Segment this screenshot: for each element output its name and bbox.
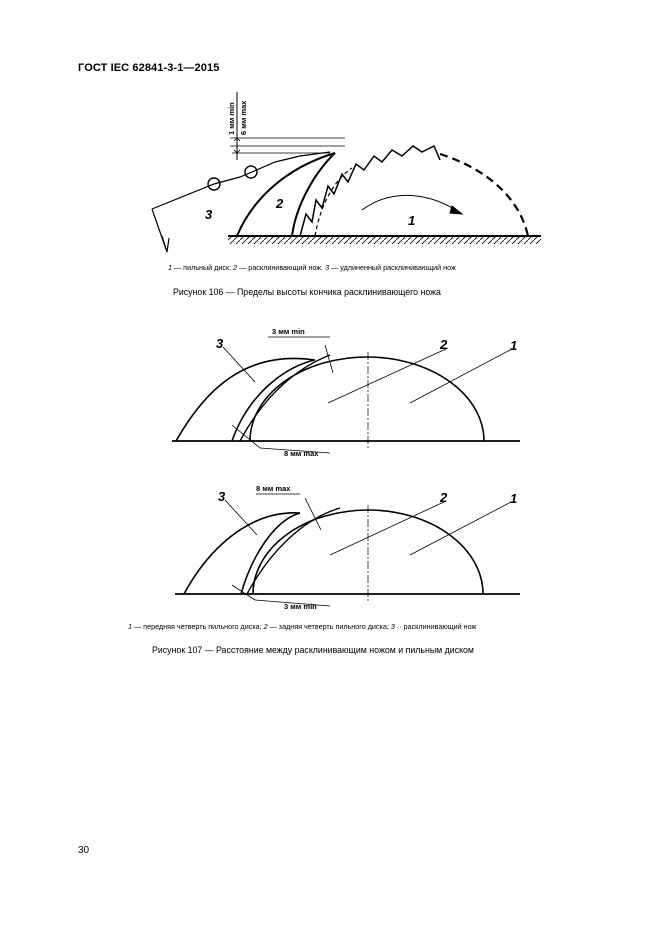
fig107-bottom-dim-bottom: 3 мм min [284,602,317,611]
fig106-ground [228,236,541,244]
fig107-legend-t1: — передняя четверть пильного диска; [132,622,264,631]
page-number: 30 [78,845,90,856]
fig106-title: Рисунок 106 — Пределы высоты кончика расклинивающего ножа [173,287,441,297]
fig107-bottom-label-2: 2 [440,490,448,505]
fig107-legend-t2: — задняя четверть пильного диска; [267,622,391,631]
fig107-legend-n3: 3 [390,622,395,631]
fig107-title: Рисунок 107 — Расстояние между расклинивающим ножом и пильным диском [152,645,474,655]
fig107-top-dim-bottom: 8 мм max [284,449,319,458]
fig107-legend [128,622,476,631]
fig107-bottom-label-1: 1 [510,491,518,506]
fig107-top-label-2: 2 [440,337,448,352]
fig106-legend-n3: 3 [325,263,330,272]
fig107-legend-n2: 2 [263,622,268,631]
fig106-legend [168,263,456,272]
fig107-top-label-3: 3 [216,336,224,351]
fig106-label-2: 2 [276,196,284,211]
fig106-legend-t2: — расклинивающий нож. [237,263,326,272]
fig106-dim-max: 6 мм max [239,100,248,135]
fig106-legend-n1: 1 [168,263,172,272]
fig107-top-label-1: 1 [510,338,518,353]
fig106-legend-t3: — удлиненный расклинивающий нож [329,263,456,272]
fig106-legend-t1: — пильный диск; [172,263,234,272]
fig107-legend-t3: ·· расклинивающий нож [394,622,477,631]
fig107-bottom-label-3: 3 [218,489,226,504]
fig106-legend-n2: 2 [233,263,238,272]
fig106-dim-min: 1 мм min [227,102,236,135]
page-header: ГОСТ IEC 62841-3-1—2015 [78,62,220,74]
fig106-label-1: 1 [408,213,416,228]
fig107-top-drawing [172,337,520,453]
fig106-label-3: 3 [205,207,213,222]
fig107-legend-n1: 1 [128,622,132,631]
fig107-bottom-dim-top: 8 мм max [256,484,291,493]
fig107-bottom-drawing [175,494,520,606]
fig107-top-dim-top: 3 мм min [272,327,305,336]
